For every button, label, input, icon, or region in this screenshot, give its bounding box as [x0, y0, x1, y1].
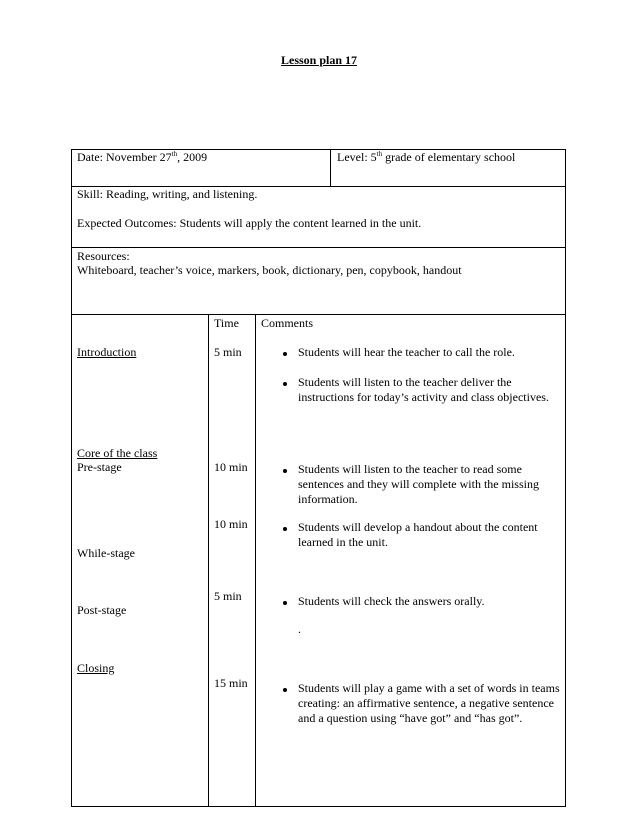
stage-pre: Pre-stage	[77, 460, 122, 474]
stage-closing: Closing	[77, 661, 115, 675]
time-value: 10 min	[214, 460, 248, 474]
comment-item: Students will hear the teacher to call the role.	[298, 345, 515, 359]
stray-dot: .	[298, 622, 301, 636]
comment-item: Students will listen to the teacher deliver the instructions for today’s activity and class objectives.	[298, 375, 549, 404]
stage-while: While-stage	[77, 546, 135, 560]
outcomes-text: Expected Outcomes: Students will apply the content learned in the unit.	[77, 216, 422, 230]
comments-column-divider	[255, 314, 256, 806]
header-column-divider	[330, 149, 331, 186]
time-value: 10 min	[214, 517, 248, 531]
comments-header: Comments	[261, 316, 314, 330]
page-title: Lesson plan 17	[280, 53, 358, 67]
comment-item: Students will develop a handout about the content learned in the unit.	[298, 520, 538, 549]
skill-text: Skill: Reading, writing, and listening.	[77, 187, 258, 201]
date-cell: Date: November 27th, 2009	[77, 150, 208, 164]
time-value: 5 min	[214, 345, 242, 359]
row-divider	[71, 314, 566, 315]
stage-post: Post-stage	[77, 603, 127, 617]
stage-core: Core of the class	[77, 446, 158, 460]
comment-item: Students will listen to the teacher to read some sentences and they will complete with the missing information.	[298, 462, 539, 506]
time-header: Time	[214, 316, 239, 330]
resources-label: Resources:	[77, 249, 130, 263]
bullet-icon	[283, 527, 287, 531]
resources-text: Whiteboard, teacher’s voice, markers, book, dictionary, pen, copybook, handout	[77, 263, 462, 277]
time-value: 15 min	[214, 676, 248, 690]
comment-item: Students will play a game with a set of words in teams creating: an affirmative sentence, a negative sentence and a question using “have got” and “has got”.	[298, 681, 560, 725]
stage-introduction: Introduction	[77, 345, 137, 359]
bullet-icon	[283, 469, 287, 473]
bullet-icon	[283, 601, 287, 605]
time-column-divider	[208, 314, 209, 806]
time-value: 5 min	[214, 589, 242, 603]
table-border-bottom	[71, 806, 566, 807]
bullet-icon	[283, 352, 287, 356]
level-cell: Level: 5th grade of elementary school	[337, 150, 516, 164]
comment-item: Students will check the answers orally.	[298, 594, 485, 608]
row-divider	[71, 247, 566, 248]
bullet-icon	[283, 382, 287, 386]
bullet-icon	[283, 688, 287, 692]
